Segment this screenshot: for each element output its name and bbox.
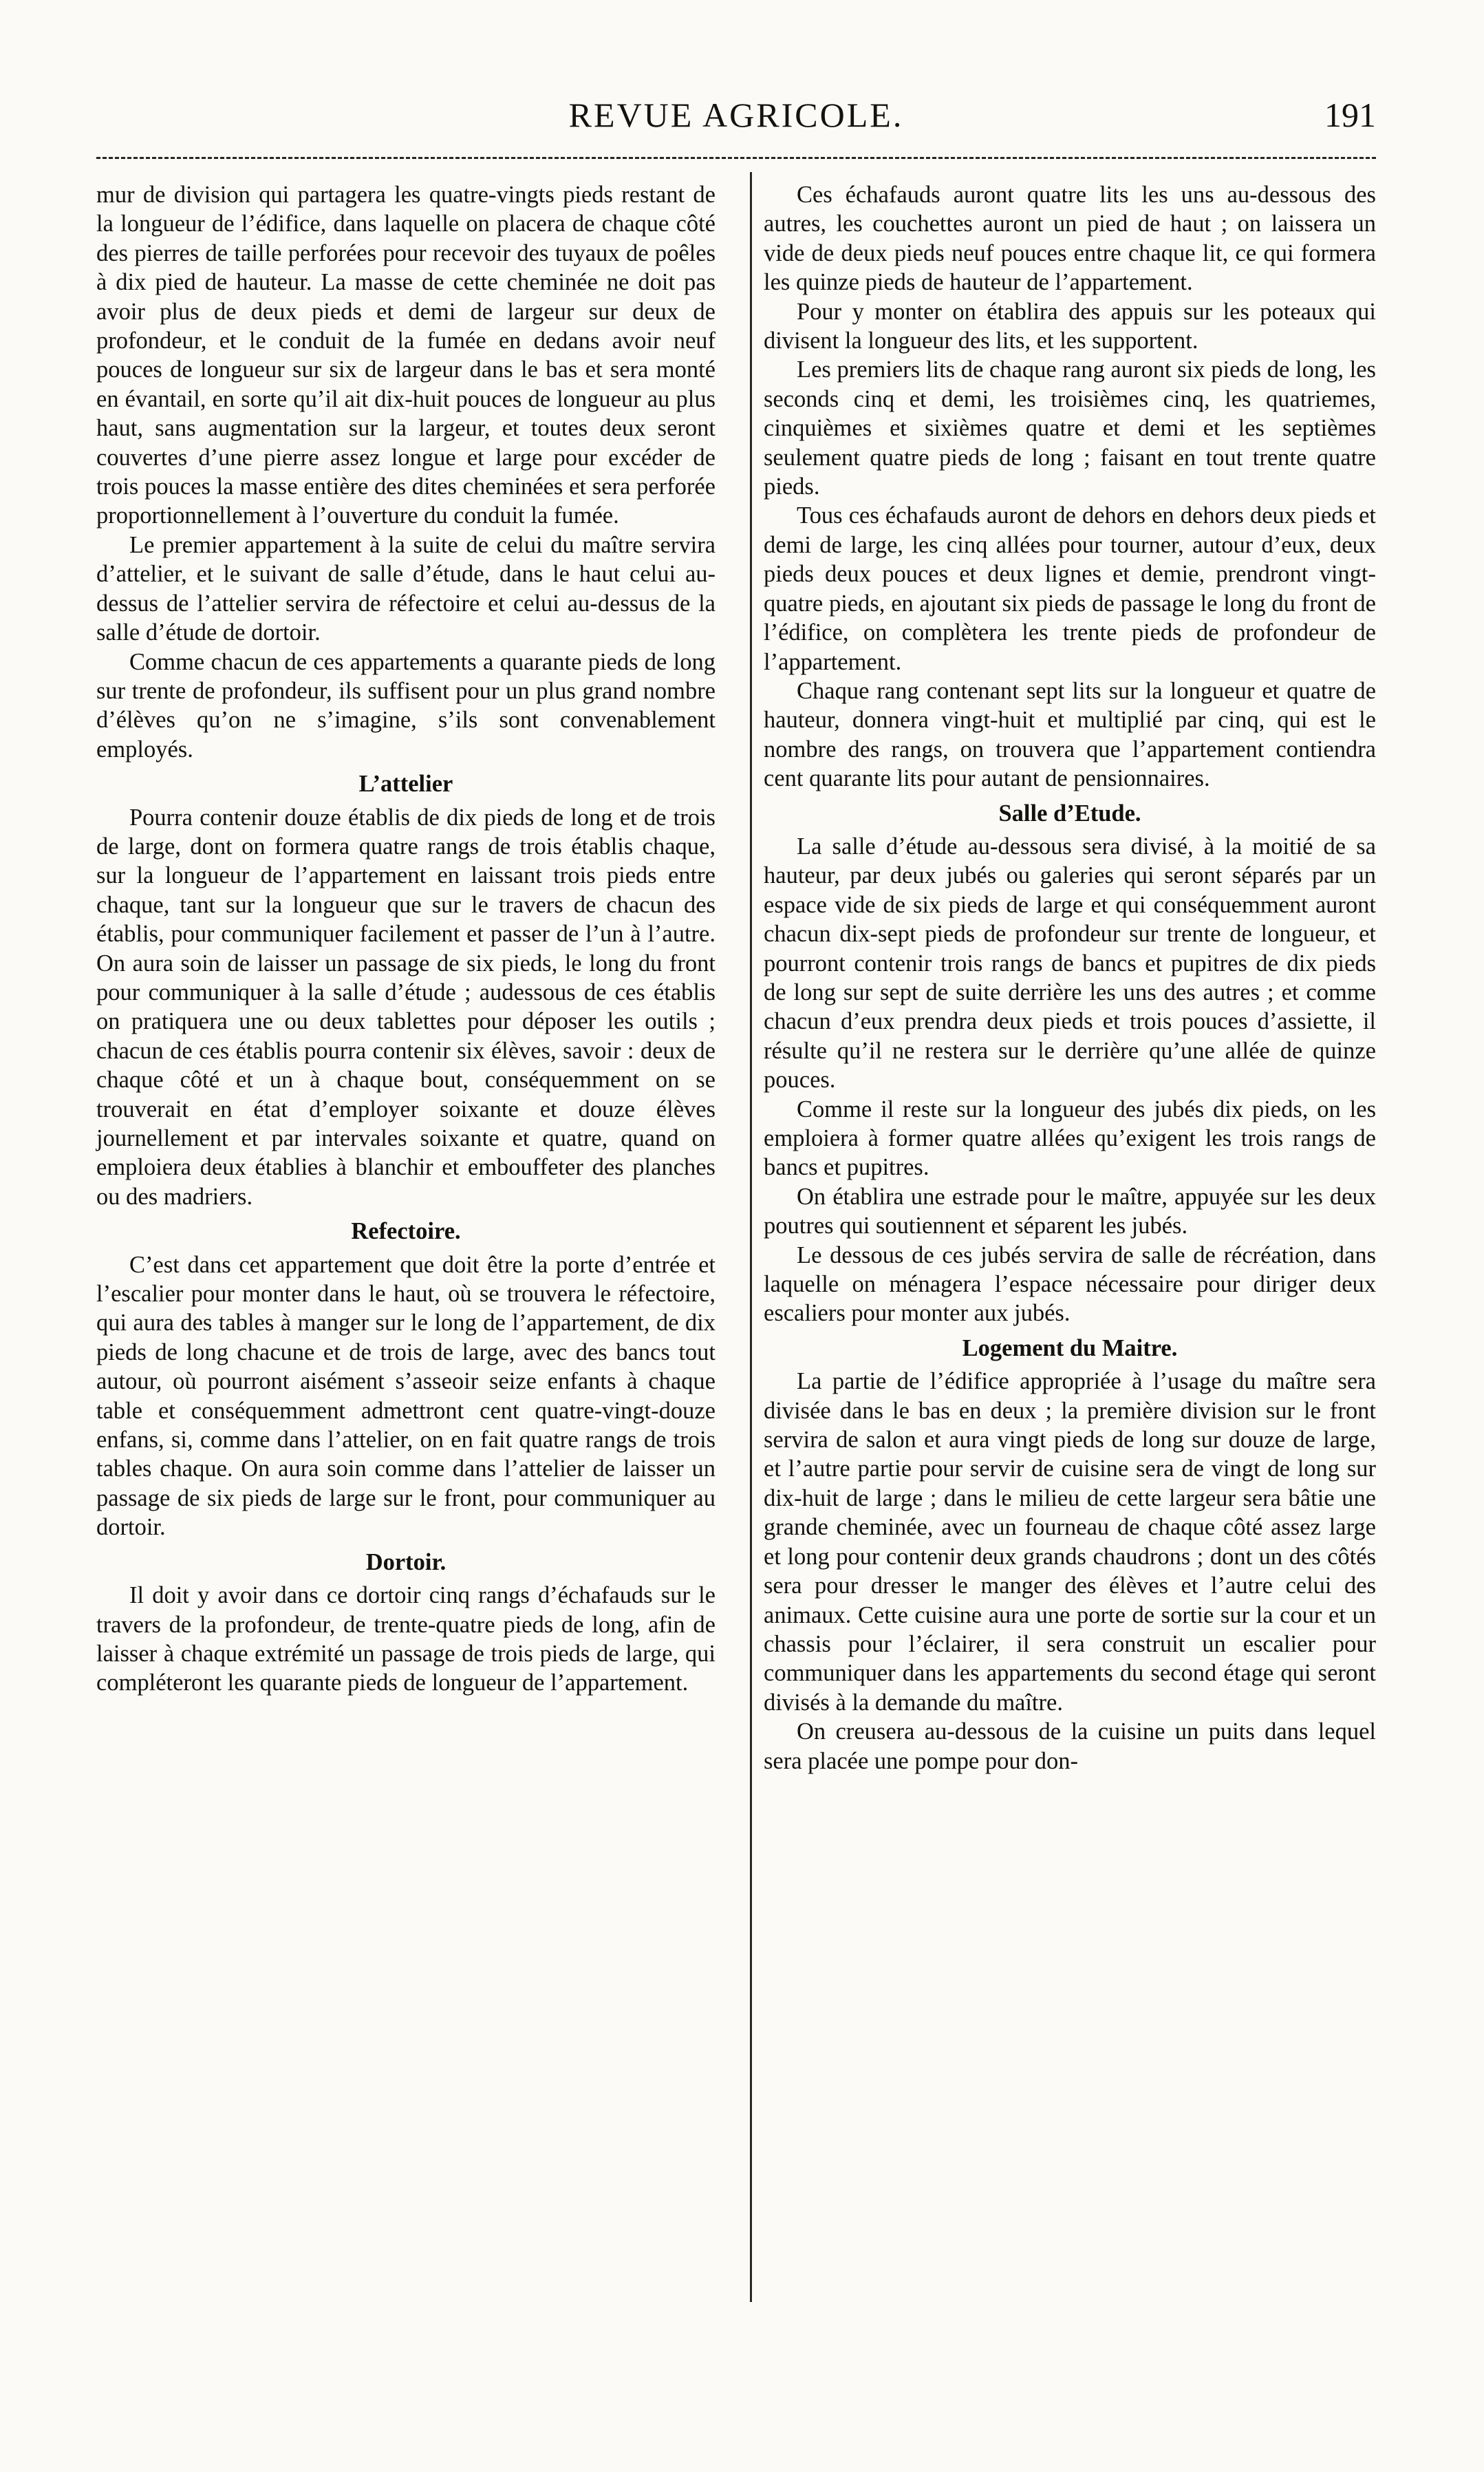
page-number: 191 [1324, 96, 1376, 134]
paragraph: Chaque rang contenant sept lits sur la longueur et quatre de hauteur, donnera vingt-huit et multiplié par cinq, qui est le nombre des rangs, on trouvera que l’appartement contiendra cent quarante lits pour autant de pensionnaires. [764, 677, 1376, 792]
column-divider [750, 172, 752, 2302]
paragraph: On creusera au-dessous de la cuisine un puits dans lequel sera placée une pompe pour don- [764, 1718, 1376, 1774]
paragraph: Pour y monter on établira des appuis sur les poteaux qui divisent la longueur des lits, et les supportent. [764, 298, 1376, 354]
paragraph: C’est dans cet appartement que doit être la porte d’entrée et l’escalier pour monter dans le haut, où se trouvera le réfectoire, qui aura des tables à manger sur le long de l’appartement, de dix pieds de long chacune et de trois de large, avec des bancs tout autour, où pourront aisément s’asseoir seize enfants à chaque table et conséquemment admettront cent quatre-vingt-douze enfans, si, comme dans l’attelier, on en fait quatre rangs de trois tables chaque. On aura soin comme dans l’attelier de laisser un passage de six pieds de large sur le front, pour communiquer au dortoir. [96, 1251, 716, 1541]
paragraph: La salle d’étude au-dessous sera divisé, à la moitié de sa hauteur, par deux jubés ou galeries qui seront séparés par un espace vide de six pieds de large et qui conséquemment auront chacun dix-sept pieds de profondeur sur trente de longueur, et pourront contenir trois rangs de bancs et pupitres de dix pieds de long sur sept de suite derrière les uns des autres ; et comme chacun d’eux prendra deux pieds et trois pouces d’assiette, il résulte qu’il ne restera sur le derrière qu’une allée de quinze pouces. [764, 833, 1376, 1094]
paragraph: La partie de l’édifice appropriée à l’usage du maître sera divisée dans le bas en deux ; la première division sur le front servira de salon et aura vingt pieds de long sur douze de large, et l’autre partie pour servir de cuisine sera de vingt de long sur dix-huit de large ; dans le milieu de cette largeur sera bâtie une grande cheminée, avec un fourneau de chaque côté assez large et long pour contenir deux grands chaudrons ; dont un des côtés sera pour dresser le manger des élèves et l’autre celui des animaux. Cette cuisine aura une porte de sortie sur la cour et un chassis pour l’éclairer, il sera construit un escalier pour communiquer dans les appartements du second étage qui seront divisés à la demande du maître. [764, 1368, 1376, 1716]
paragraph: Pourra contenir douze établis de dix pieds de long et de trois de large, dont on formera quatre rangs de trois établis chaque, sur la longueur de l’appartement en laissant trois pieds entre chaque, tant sur la longueur que sur le travers de chacun des établis, pour communiquer facilement et passer de l’un à l’autre. On aura soin de laisser un passage de six pieds, le long du front pour communiquer à la salle d’étude ; audessous de ces établis on pratiquera une ou deux tablettes pour déposer les outils ; chacun de ces établis pourra contenir six élèves, savoir : deux de chaque côté et un à chaque bout, conséquemment on se trouverait en état d’employer soixante et douze élèves journellement et par intervales soixante et quatre, quand on emploiera deux établies à blanchir et embouffeter des planches ou des madriers. [96, 804, 716, 1210]
running-title: REVUE AGRICOLE. [568, 96, 904, 134]
paragraph: Ces échafauds auront quatre lits les uns au-dessous des autres, les couchettes auront un pied de haut ; on laissera un vide de deux pieds neuf pouces entre chaque lit, ce qui formera les quinze pieds de hauteur de l’appartement. [764, 182, 1376, 296]
section-heading-attelier: L’attelier [358, 771, 453, 798]
paragraph: Le premier appartement à la suite de celui du maître servira d’attelier, et le suivant de salle d’étude, dans le haut celui au-dessus de l’attelier servira de réfectoire et celui au-dessus de la salle d’étude de dortoir. [96, 531, 716, 646]
paragraph: On établira une estrade pour le maître, appuyée sur les deux poutres qui soutiennent et séparent les jubés. [764, 1183, 1376, 1239]
right-column [764, 180, 1376, 1776]
paragraph: Le dessous de ces jubés servira de salle de récréation, dans laquelle on ménagera l’espace nécessaire pour diriger deux escaliers pour monter aux jubés. [764, 1242, 1376, 1327]
paragraph: mur de division qui partagera les quatre-vingts pieds restant de la longueur de l’édifice, dans laquelle on placera de chaque côté des pierres de taille perforées pour recevoir des tuyaux de poêles à dix pied de hauteur. La masse de cette cheminée ne doit pas avoir plus de deux pieds et demi de largeur sur deux de profondeur, et le conduit de la fumée en dedans avoir neuf pouces de longueur sur six de largeur dans le bas et sera monté en évantail, en sorte qu’il ait dix-huit pouces de longueur au plus haut, sans augmentation sur la largeur, et toutes deux seront couvertes d’une pierre assez longue et large pour excéder de trois pouces la masse entière des dites cheminées et sera perforée proportionnellement à l’ouverture du conduit la fumée. [96, 182, 716, 529]
paragraph: Les premiers lits de chaque rang auront six pieds de long, les seconds cinq et demi, les troisièmes cinq, les quatriemes, cinquièmes et sixièmes quatre et demi et les septièmes seulement quatre pieds de long ; faisant en tout trente quatre pieds. [764, 356, 1376, 500]
page-header [96, 81, 1376, 143]
paragraph: Comme chacun de ces appartements a quarante pieds de long sur trente de profondeur, ils suffisent pour un plus grand nombre d’élèves qu’on ne s’imagine, s’ils sont convenablement employés. [96, 648, 716, 763]
left-column [96, 180, 716, 1698]
paragraph: Tous ces échafauds auront de dehors en dehors deux pieds et demi de large, les cinq allées pour tourner, autour d’eux, deux pieds deux pouces et deux lignes et demie, prendront vingt-quatre pieds, en ajoutant six pieds de passage le long du front de l’édifice, on complètera les trente pieds de profondeur de l’appartement. [764, 502, 1376, 675]
section-heading-salle-etude: Salle d’Etude. [998, 800, 1141, 827]
section-heading-refectoire: Refectoire. [351, 1218, 461, 1245]
section-heading-logement: Logement du Maitre. [962, 1334, 1178, 1361]
header-rule [96, 157, 1376, 159]
section-heading-dortoir: Dortoir. [365, 1548, 447, 1575]
paragraph: Il doit y avoir dans ce dortoir cinq rangs d’échafauds sur le travers de la profondeur, de trente-quatre pieds de long, afin de laisser à chaque extrémité un passage de trois pieds de large, qui compléteront les quarante pieds de longueur de l’appartement. [96, 1582, 716, 1696]
paragraph: Comme il reste sur la longueur des jubés dix pieds, on les emploiera à former quatre allées qu’exigent les trois rangs de bancs et pupitres. [764, 1096, 1376, 1181]
